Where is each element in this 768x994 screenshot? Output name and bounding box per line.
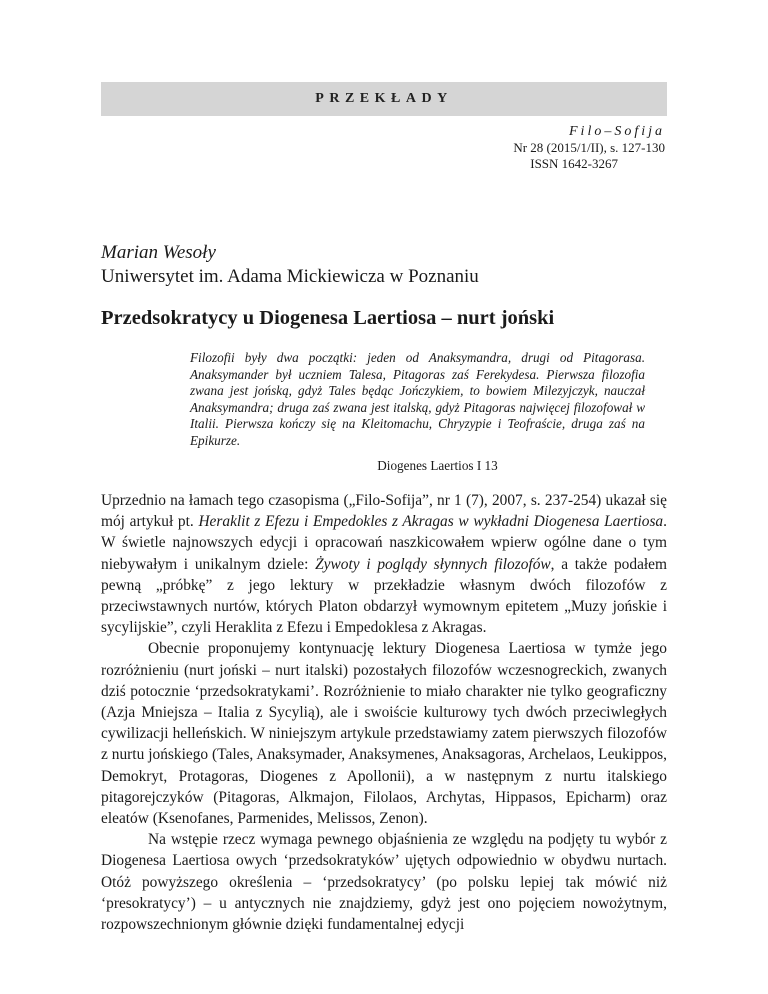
- issue-info: Nr 28 (2015/1/II), s. 127-130: [513, 140, 665, 155]
- paragraph-1: [101, 490, 667, 638]
- epigraph-quote: Filozofii były dwa początki: jeden od Anaksymandra, drugi od Pitagorasa. Anaksymander był uczniem Talesa, Pitagoras zaś Ferekydesa. Pierwsza filozofia zwana jest jońską, gdyż Tales będąc Jończykiem, to bowiem Milezyjczyk, nauczał Anaksymandra; druga zaś zwana jest italską, gdyż Pitagoras najwięcej filozofował w Italii. Pierwsza kończy się na Kleitomachu, Chryzypie i Teofraście, druga zaś na Epikurze.: [190, 350, 645, 448]
- author-block: [101, 241, 479, 289]
- author-affiliation: Uniwersytet im. Adama Mickiewicza w Poznaniu: [101, 266, 479, 287]
- article-title: Przedsokratycy u Diogenesa Laertiosa – nurt joński: [101, 307, 555, 329]
- paragraph-3: Na wstępie rzecz wymaga pewnego objaśnienia ze względu na podjęty tu wybór z Diogenesa Laertiosa owych ‘przedsokratyków’ ujętych odpowiednio w obydwu nurtach. Otóż powyższego określenia – ‘przedsokratycy’ (po polsku lepiej tak mówić niż ‘presokratycy’) – u antycznych nie znajdziemy, gdyż jest ono pojęciem nowożytnym, rozpowszechnionym głównie dzięki fundamentalnej edycji: [101, 831, 667, 934]
- journal-name: Filo–Sofija: [569, 124, 665, 139]
- p1-text-c: , a także podałem pewną „próbkę” z jego lektury w przekładzie własnym dwóch filozofów z przeciwstawnych nurtów, których Platon obdarzył wymownym epitetem „Muzy jońskie i sycylijskie”, czyli Heraklita z Efezu i Empedoklesa z Akragas.: [101, 555, 667, 637]
- p1-text-a: Uprzednio na łamach tego czasopisma („Filo-Sofija”, nr 1 (7), 2007, s. 237-254) ukazał się mój artykuł pt.: [101, 492, 667, 531]
- author-name: Marian Wesoły: [101, 242, 216, 263]
- paragraph-2: Obecnie proponujemy kontynuację lektury Diogenesa Laertiosa w tymże jego rozróżnieniu (nurt joński – nurt italski) pozostałych filozofów wczesnogreckich, zwanych dziś potocznie ‘przedsokratykami’. Rozróżnienie to miało charakter nie tylko geograficzny (Azja Mniejsza – Italia z Sycylią), ale i swoiście kulturowy tych dwóch przeciwległych cywilizacji helleńskich. W niniejszym artykule przedstawiamy zatem pierwszych filozofów z nurtu jońskiego (Tales, Anaksymader, Anaksymenes, Anaksagoras, Archelaos, Leukippos, Demokryt, Protagoras, Diogenes z Apollonii), a w następnym z nurtu italskiego pitagorejczyków (Pitagoras, Alkmajon, Filolaos, Archytas, Hippasos, Epicharm) oraz eleatów (Ksenofanes, Parmenides, Melissos, Zenon).: [101, 640, 667, 828]
- p1-text-b: . W świetle najnowszych edycji i opracowań naszkicowałem wpierw ogólne dane o tym niebywałym i unikalnym dziele:: [101, 513, 667, 573]
- epigraph-source: Diogenes Laertios I 13: [377, 458, 498, 473]
- cited-article-title: Heraklit z Efezu i Empedokles z Akragas w wykładni Diogenesa Laertiosa: [198, 513, 664, 531]
- cited-work-title: Żywoty i poglądy słynnych filozofów: [315, 555, 551, 573]
- section-header: PRZEKŁADY: [101, 82, 667, 116]
- article-body: [101, 490, 667, 935]
- publication-info: [365, 124, 665, 172]
- issn: ISSN 1642-3267: [530, 156, 618, 171]
